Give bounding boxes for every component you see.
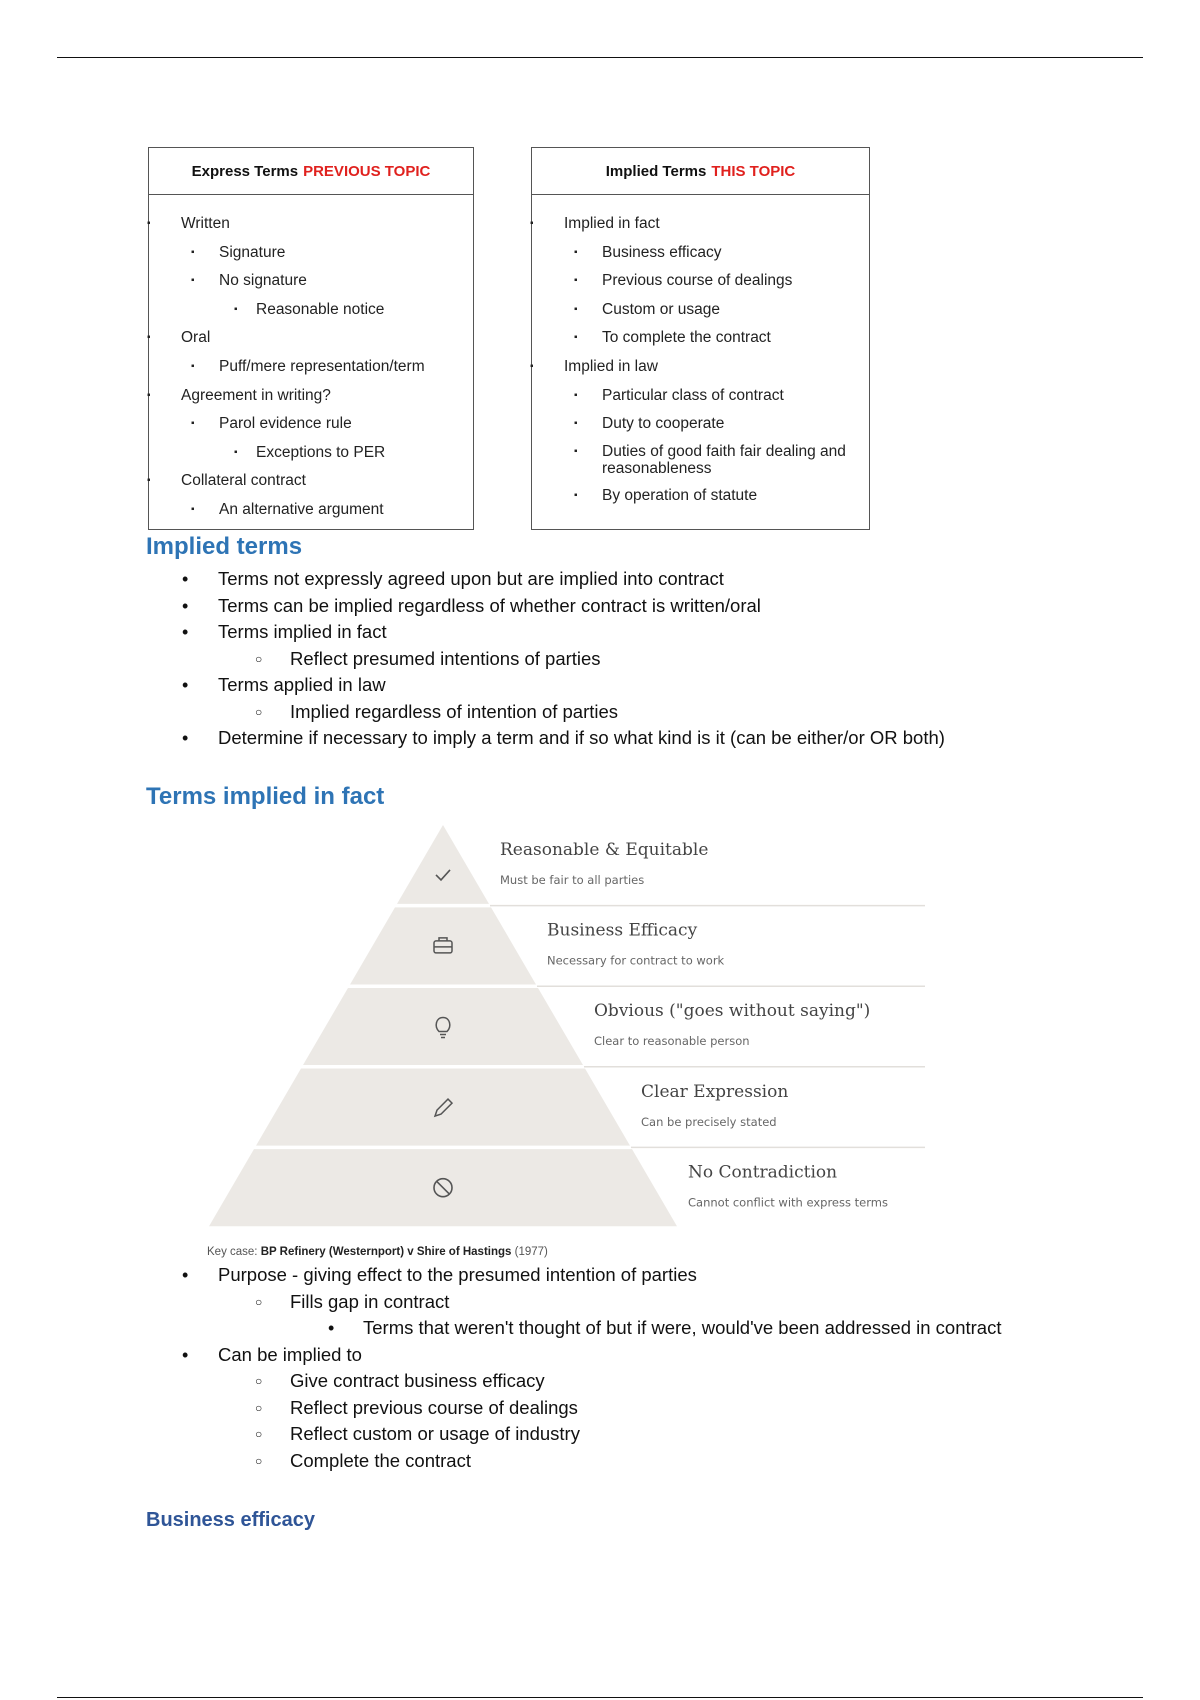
box-item: ▪ An alternative argument [149, 500, 473, 519]
box-item: ▪ To complete the contract [532, 328, 869, 347]
key-case-name: BP Refinery (Westernport) v Shire of Hastings [260, 1246, 512, 1258]
list-item: ○ Reflect custom or usage of industry [0, 1421, 1200, 1448]
list-item: ○ Reflect presumed intentions of parties [0, 646, 1200, 673]
terms-implied-in-fact-heading: Terms implied in fact [146, 783, 385, 810]
implied-terms-heading: Implied terms [146, 533, 303, 560]
box-item: ▪ Particular class of contract [532, 386, 869, 405]
pyramid-tier-title: Clear Expression [641, 1081, 789, 1102]
list-item: ○ Give contract business efficacy [0, 1368, 1200, 1395]
pyramid-tier-shape [350, 907, 536, 984]
pyramid-tier [209, 1149, 888, 1226]
key-case-caption [207, 1246, 548, 1258]
pyramid-tier-subtitle: Must be fair to all parties [500, 873, 645, 887]
box-item: ▪ Reasonable notice [149, 300, 473, 319]
pyramid-tier-subtitle: Cannot conflict with express terms [688, 1195, 888, 1210]
list-item: • Terms applied in law [0, 672, 1200, 699]
key-case-label: Key case: [207, 1246, 258, 1258]
previous-topic-tag: PREVIOUS TOPIC [303, 162, 431, 180]
list-item: ○ Complete the contract [0, 1448, 1200, 1475]
box-item: ▪ Oral [149, 328, 473, 347]
implied-terms-label: Implied Terms [605, 162, 707, 180]
box-item: ▪ Written [149, 214, 473, 233]
box-item: ▪ Agreement in writing? [149, 386, 473, 405]
list-item: • Terms can be implied regardless of whether contract is written/oral [0, 593, 1200, 620]
pyramid-tier [350, 907, 925, 986]
list-item: ○ Implied regardless of intention of parties [0, 699, 1200, 726]
pyramid-tier [303, 988, 925, 1067]
list-item: • Can be implied to [0, 1342, 1200, 1369]
list-item: • Determine if necessary to imply a term and if so what kind is it (can be either/or OR both) [0, 725, 1200, 752]
pyramid-tier-subtitle: Clear to reasonable person [594, 1034, 750, 1049]
box-item: ▪ Implied in law [532, 357, 869, 376]
list-item: ○ Reflect previous course of dealings [0, 1395, 1200, 1422]
box-item: ▪ Exceptions to PER [149, 443, 473, 462]
pyramid-tier-title: Obvious ("goes without saying") [594, 1001, 871, 1022]
box-item: ▪ Custom or usage [532, 300, 869, 319]
box-item: ▪ Implied in fact [532, 214, 869, 233]
pyramid-tier-subtitle: Can be precisely stated [641, 1114, 777, 1129]
express-terms-label: Express Terms [191, 162, 299, 180]
pyramid-tier [397, 825, 925, 906]
list-item: • Terms not expressly agreed upon but are implied into contract [0, 566, 1200, 593]
pyramid-tier-subtitle: Necessary for contract to work [547, 953, 725, 968]
list-item: ○ Fills gap in contract [0, 1289, 1200, 1316]
box-item: ▪ Duty to cooperate [532, 414, 869, 433]
box-item: ▪ Duties of good faith fair dealing and reasonableness [532, 443, 869, 477]
this-topic-tag: THIS TOPIC [711, 162, 796, 180]
list-item: • Purpose - giving effect to the presumed intention of parties [0, 1262, 1200, 1289]
footer-rule [57, 1697, 1143, 1698]
pyramid-tier-title: Business Efficacy [547, 920, 698, 941]
list-item: • Terms that weren't thought of but if were, would've been addressed in contract [0, 1315, 1200, 1342]
box-item: ▪ By operation of statute [532, 486, 869, 505]
pyramid-tier-title: No Contradiction [688, 1162, 838, 1183]
box-item: ▪ Puff/mere representation/term [149, 357, 473, 376]
box-item: ▪ Collateral contract [149, 471, 473, 490]
pyramid-tier-shape [256, 1069, 630, 1146]
key-case-year: (1977) [514, 1246, 548, 1258]
pyramid-tier-shape [397, 825, 489, 904]
list-item: • Terms implied in fact [0, 619, 1200, 646]
box-item: ▪ Signature [149, 243, 473, 262]
box-item: ▪ Previous course of dealings [532, 271, 869, 290]
pyramid-tier-shape [303, 988, 583, 1065]
box-item: ▪ No signature [149, 271, 473, 290]
terms-implied-in-fact-bullets [0, 1262, 1200, 1474]
pyramid-tier [256, 1069, 925, 1148]
pyramid-tier-title: Reasonable & Equitable [500, 840, 709, 860]
business-efficacy-heading: Business efficacy [146, 1509, 315, 1531]
box-item: ▪ Business efficacy [532, 243, 869, 262]
box-item: ▪ Parol evidence rule [149, 414, 473, 433]
